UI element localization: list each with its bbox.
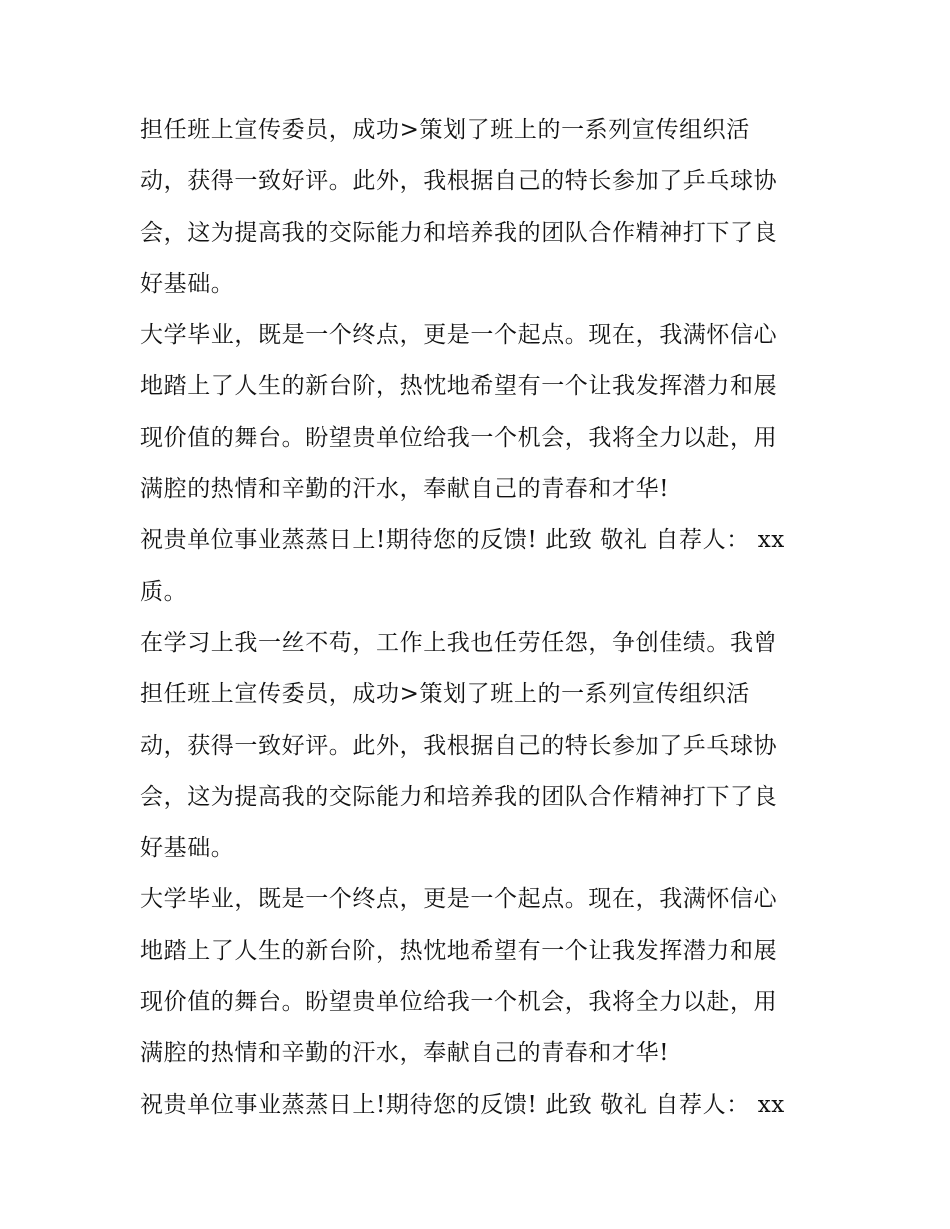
text-line-5: 大学毕业，既是一个终点，更是一个起点。现在，我满怀信心: [140, 322, 778, 349]
text-line-8: 满腔的热情和辛勤的汗水，奉献自己的青春和才华!: [140, 476, 670, 503]
text-line-9: 祝贵单位事业蒸蒸日上!期待您的反馈! 此致 敬礼 自荐人： xx: [140, 527, 785, 554]
text-line-20: 祝贵单位事业蒸蒸日上!期待您的反馈! 此致 敬礼 自荐人： xx: [140, 1091, 785, 1118]
text-line-10: 质。: [140, 578, 188, 605]
text-line-3: 会，这为提高我的交际能力和培养我的团队合作精神打下了良: [140, 219, 778, 246]
text-line-15: 好基础。: [140, 835, 235, 862]
text-line-16: 大学毕业，既是一个终点，更是一个起点。现在，我满怀信心: [140, 886, 778, 913]
text-line-18: 现价值的舞台。盼望贵单位给我一个机会，我将全力以赴，用: [140, 989, 778, 1016]
text-line-12: 担任班上宣传委员，成功>策划了班上的一系列宣传组织活: [140, 681, 750, 708]
text-line-7: 现价值的舞台。盼望贵单位给我一个机会，我将全力以赴，用: [140, 424, 778, 451]
text-line-14: 会，这为提高我的交际能力和培养我的团队合作精神打下了良: [140, 783, 778, 810]
text-line-11: 在学习上我一丝不苟，工作上我也任劳任怨，争创佳绩。我曾: [140, 629, 778, 656]
text-line-6: 地踏上了人生的新台阶，热忱地希望有一个让我发挥潜力和展: [140, 373, 778, 400]
document-body: [140, 105, 830, 1131]
text-line-1: 担任班上宣传委员，成功>策划了班上的一系列宣传组织活: [140, 117, 750, 143]
text-line-4: 好基础。: [140, 270, 235, 297]
text-line-17: 地踏上了人生的新台阶，热忱地希望有一个让我发挥潜力和展: [140, 937, 778, 964]
text-line-19: 满腔的热情和辛勤的汗水，奉献自己的青春和才华!: [140, 1040, 670, 1067]
text-line-13: 动，获得一致好评。此外，我根据自己的特长参加了乒乓球协: [140, 732, 778, 759]
text-line-2: 动，获得一致好评。此外，我根据自己的特长参加了乒乓球协: [140, 168, 778, 195]
